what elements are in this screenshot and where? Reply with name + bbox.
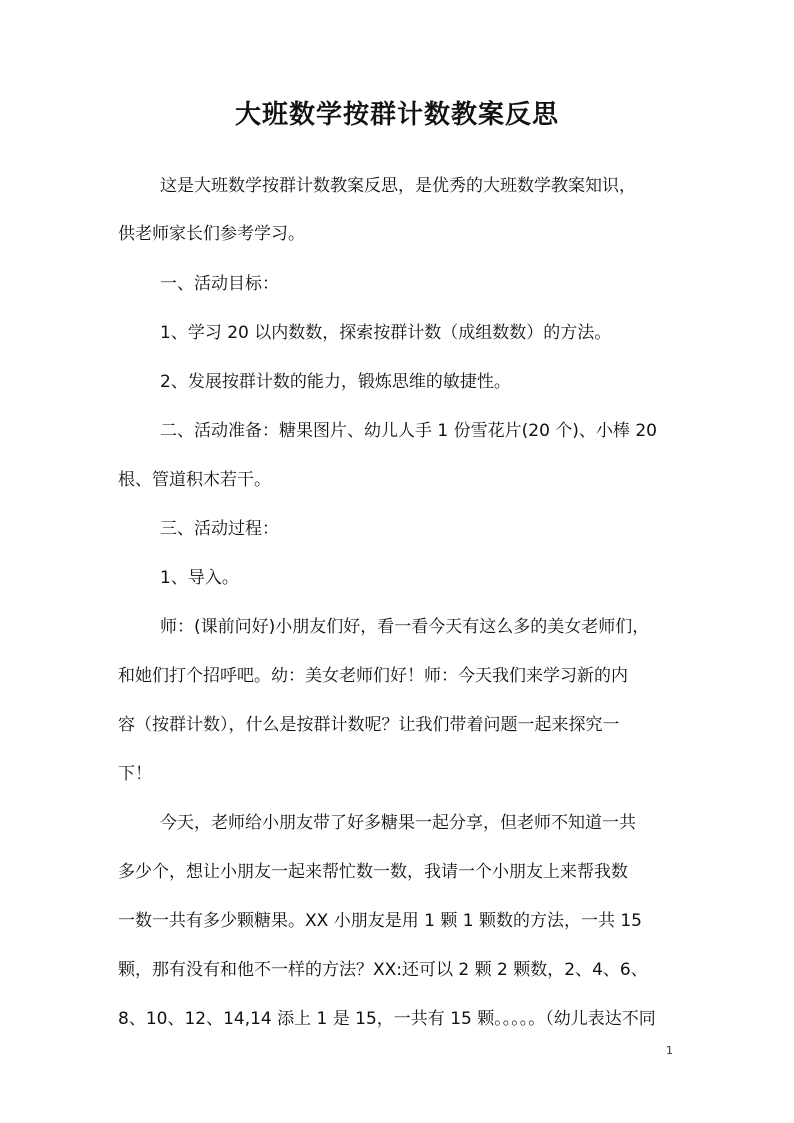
- paragraph-line: 供老师家长们参考学习。: [118, 224, 305, 244]
- paragraph-line: 和她们打个招呼吧。幼：美女老师们好！师：今天我们来学习新的内: [118, 666, 628, 686]
- section-heading: 一、活动目标：: [160, 274, 279, 294]
- paragraph-line: 今天，老师给小朋友带了好多糖果一起分享，但老师不知道一共: [160, 813, 636, 833]
- paragraph-line: 师：(课前问好)小朋友们好，看一看今天有这么多的美女老师们，: [160, 617, 650, 637]
- list-item: 1、导入。: [160, 568, 239, 588]
- paragraph-line: 下！: [118, 764, 152, 784]
- list-item: 1、学习 20 以内数数，探索按群计数（成组数数）的方法。: [160, 323, 612, 343]
- page-number: 1: [666, 1044, 673, 1057]
- list-item: 2、发展按群计数的能力，锻炼思维的敏捷性。: [160, 372, 511, 392]
- paragraph-line: 根、管道积木若干。: [118, 470, 271, 490]
- paragraph-line: 这是大班数学按群计数教案反思，是优秀的大班数学教案知识，: [160, 176, 636, 196]
- paragraph-line: 二、活动准备：糖果图片、幼儿人手 1 份雪花片(20 个)、小棒 20: [160, 421, 657, 441]
- paragraph-line: 多少个，想让小朋友一起来帮忙数一数，我请一个小朋友上来帮我数: [118, 862, 628, 882]
- paragraph-line: 8、10、12、14,14 添上 1 是 15，一共有 15 颗。。。。。（幼儿表达不同: [118, 1009, 656, 1029]
- paragraph-line: 颗，那有没有和他不一样的方法？XX:还可以 2 颗 2 颗数，2、4、6、: [118, 960, 648, 980]
- paragraph-line: 一数一共有多少颗糖果。XX 小朋友是用 1 颗 1 颗数的方法，一共 15: [118, 911, 642, 931]
- page-title: 大班数学按群计数教案反思: [234, 100, 559, 130]
- section-heading: 三、活动过程：: [160, 519, 279, 539]
- paragraph-line: 容（按群计数），什么是按群计数呢？让我们带着问题一起来探究一: [118, 715, 620, 735]
